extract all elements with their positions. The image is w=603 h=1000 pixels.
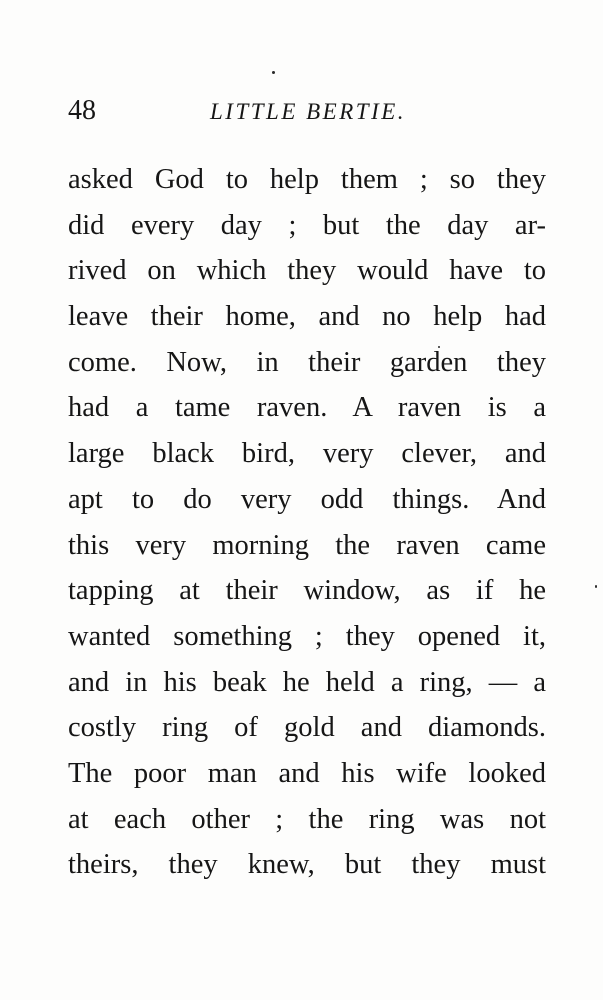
text-line: tapping at their window, as if he — [68, 575, 546, 607]
text-line: at each other ; the ring was not — [68, 803, 546, 835]
text-line: had a tame raven. A raven is a — [68, 392, 546, 424]
text-line: The poor man and his wife looked — [68, 757, 546, 789]
running-title: LITTLE BERTIE. — [210, 99, 407, 124]
text-line: rived on which they would have to — [68, 255, 546, 287]
text-line: asked God to help them ; so they — [68, 164, 546, 195]
text-line: did every day ; but the day ar- — [68, 209, 546, 241]
text-line: come. Now, in their garden they — [68, 346, 546, 378]
page-number: 48 — [68, 95, 96, 126]
text-line: leave their home, and no help had — [68, 301, 546, 333]
body-text — [68, 157, 546, 888]
text-line: wanted something ; they opened it, — [68, 620, 546, 652]
print-speck — [272, 71, 275, 74]
print-speck — [595, 585, 597, 588]
text-line: costly ring of gold and diamonds. — [68, 712, 546, 744]
text-line: apt to do very odd things. And — [68, 483, 546, 515]
page-header — [68, 94, 548, 128]
text-line: theirs, they knew, but they must — [68, 849, 546, 881]
text-line: this very morning the raven came — [68, 529, 546, 561]
text-line: and in his beak he held a ring, — a — [68, 666, 546, 698]
text-line: large black bird, very clever, and — [68, 438, 546, 470]
